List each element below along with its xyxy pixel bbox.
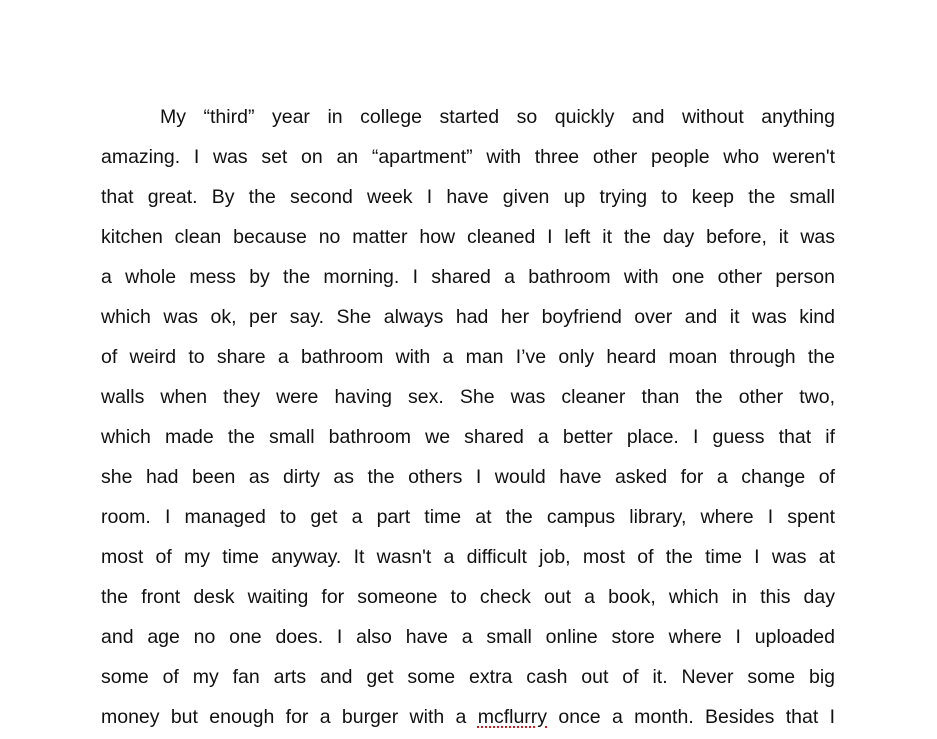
body-paragraph — [101, 99, 835, 739]
paragraph-line-7: of weird to share a bathroom with a man I’ve only heard moan through the — [101, 346, 835, 368]
paragraph-line-2: amazing. I was set on an “apartment” with three other people who weren't — [101, 146, 835, 168]
paragraph-line-5: a whole mess by the morning. I shared a bathroom with one other person — [101, 266, 835, 288]
paragraph-line-9: which made the small bathroom we shared a better place. I guess that if — [101, 426, 835, 448]
paragraph-line-10: she had been as dirty as the others I would have asked for a change of — [101, 466, 835, 488]
paragraph-line-4: kitchen clean because no matter how cleaned I left it the day before, it was — [101, 226, 835, 248]
paragraph-line-14: and age no one does. I also have a small online store where I uploaded — [101, 626, 835, 648]
paragraph-line-12: most of my time anyway. It wasn't a difficult job, most of the time I was at — [101, 546, 835, 568]
paragraph-line-6: which was ok, per say. She always had her boyfriend over and it was kind — [101, 306, 835, 328]
paragraph-line-16 — [101, 699, 835, 739]
line-16-start: money but enough for a burger with a — [101, 706, 478, 728]
paragraph-line-3: that great. By the second week I have given up trying to keep the small — [101, 186, 835, 208]
paragraph-line-8: walls when they were having sex. She was cleaner than the other two, — [101, 386, 835, 408]
paragraph-line-11: room. I managed to get a part time at the campus library, where I spent — [101, 506, 835, 528]
line-16-end: once a month. Besides that I — [547, 706, 835, 728]
paragraph-line-13: the front desk waiting for someone to check out a book, which in this day — [101, 586, 835, 608]
misspelled-word[interactable]: mcflurry — [477, 706, 548, 728]
paragraph-line-15: some of my fan arts and get some extra cash out of it. Never some big — [101, 666, 835, 688]
paragraph-line-1: My “third” year in college started so quickly and without anything — [160, 106, 835, 128]
